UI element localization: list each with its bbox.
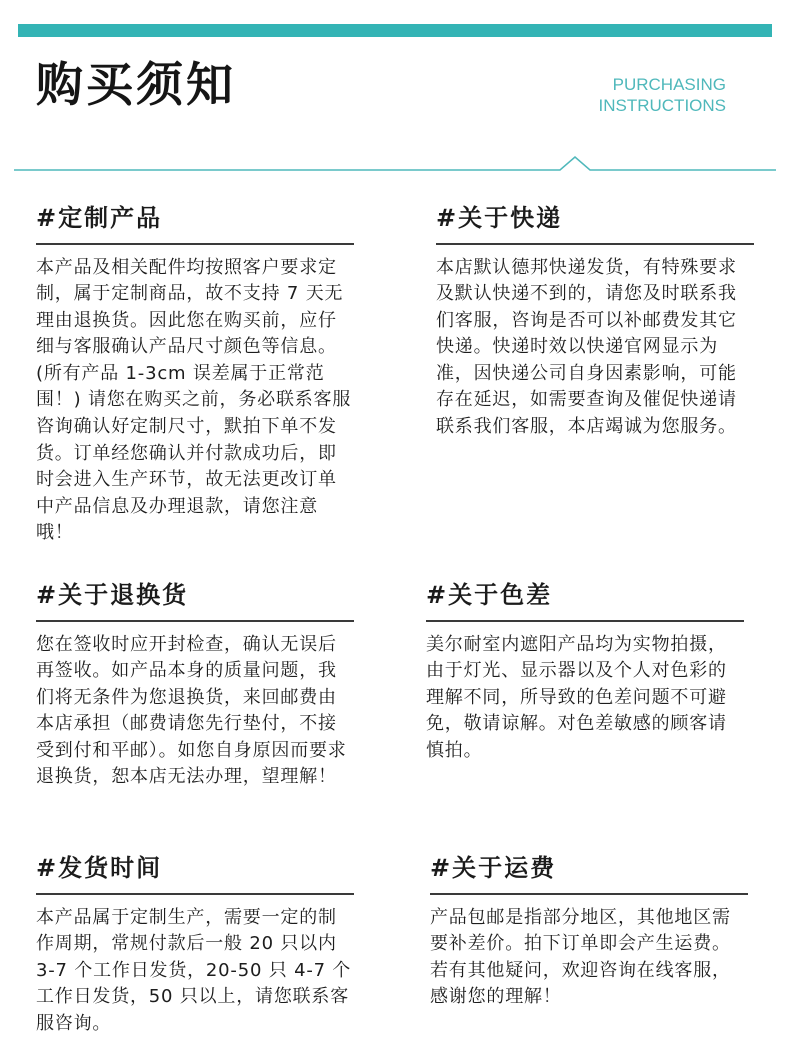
section-underline [430, 893, 748, 895]
section-underline [426, 620, 744, 622]
section-color-difference [426, 580, 744, 764]
section-returns [36, 580, 354, 791]
section-heading: #定制产品 [36, 204, 163, 232]
subtitle-line-2: INSTRUCTIONS [598, 96, 726, 115]
section-heading: #关于快递 [436, 204, 563, 232]
section-body: 本店默认德邦快递发货，有特殊要求及默认快递不到的，请您及时联系我们客服，咨询是否可以补邮费发其它快递。快递时效以快递官网显示为准，因快递公司自身因素影响，可能存在延迟，如需要查询及催促快递请联系我们客服，本店竭诚为您服务。 [436, 256, 737, 438]
section-underline [36, 893, 354, 895]
subtitle-line-1: PURCHASING [612, 75, 726, 94]
section-heading: #关于退换货 [36, 581, 189, 609]
header-divider [14, 156, 776, 174]
section-body: 您在签收时应开封检查，确认无误后再签收。如产品本身的质量问题，我们将无条件为您退换货，来回邮费由本店承担（邮费请您先行垫付，不接受到付和平邮）。如您自身原因而要求退换货，恕本店无法办理，望理解！ [36, 633, 347, 788]
page-title: 购买须知 [36, 58, 236, 113]
page-subtitle [599, 74, 727, 116]
section-underline [36, 243, 354, 245]
section-delivery-time [36, 853, 354, 1037]
section-heading: #发货时间 [36, 854, 163, 882]
section-underline [36, 620, 354, 622]
section-heading: #关于色差 [426, 581, 553, 609]
section-heading: #关于运费 [430, 854, 557, 882]
section-shipping-courier [436, 203, 754, 441]
top-accent-bar [18, 24, 772, 37]
section-body: 本产品及相关配件均按照客户要求定制，属于定制商品，故不支持 7 天无理由退换货。因此您在购买前，应仔细与客服确认产品尺寸颜色等信息。(所有产品 1-3cm 误差属于正常范围！) 请您在购买之前，务必联系客服咨询确认好定制尺寸，默拍下单不发货。订单经您确认并付款成功后，即时会进入生产环节，故无法更改订单中产品信息及办理退款，请您注意哦！ [36, 256, 352, 544]
section-body: 美尔耐室内遮阳产品均为实物拍摄，由于灯光、显示器以及个人对色彩的理解不同，所导致的色差问题不可避免，敬请谅解。对色差敏感的顾客请慎拍。 [426, 633, 727, 761]
section-body: 产品包邮是指部分地区，其他地区需要补差价。拍下订单即会产生运费。若有其他疑问，欢迎咨询在线客服，感谢您的理解！ [430, 906, 731, 1008]
section-underline [436, 243, 754, 245]
section-custom-product [36, 203, 354, 547]
section-body: 本产品属于定制生产，需要一定的制作周期，常规付款后一般 20 只以内 3-7 个工作日发货，20-50 只 4-7 个工作日发货，50 只以上，请您联系客服咨询。 [36, 906, 352, 1034]
section-shipping-fee [430, 853, 748, 1011]
